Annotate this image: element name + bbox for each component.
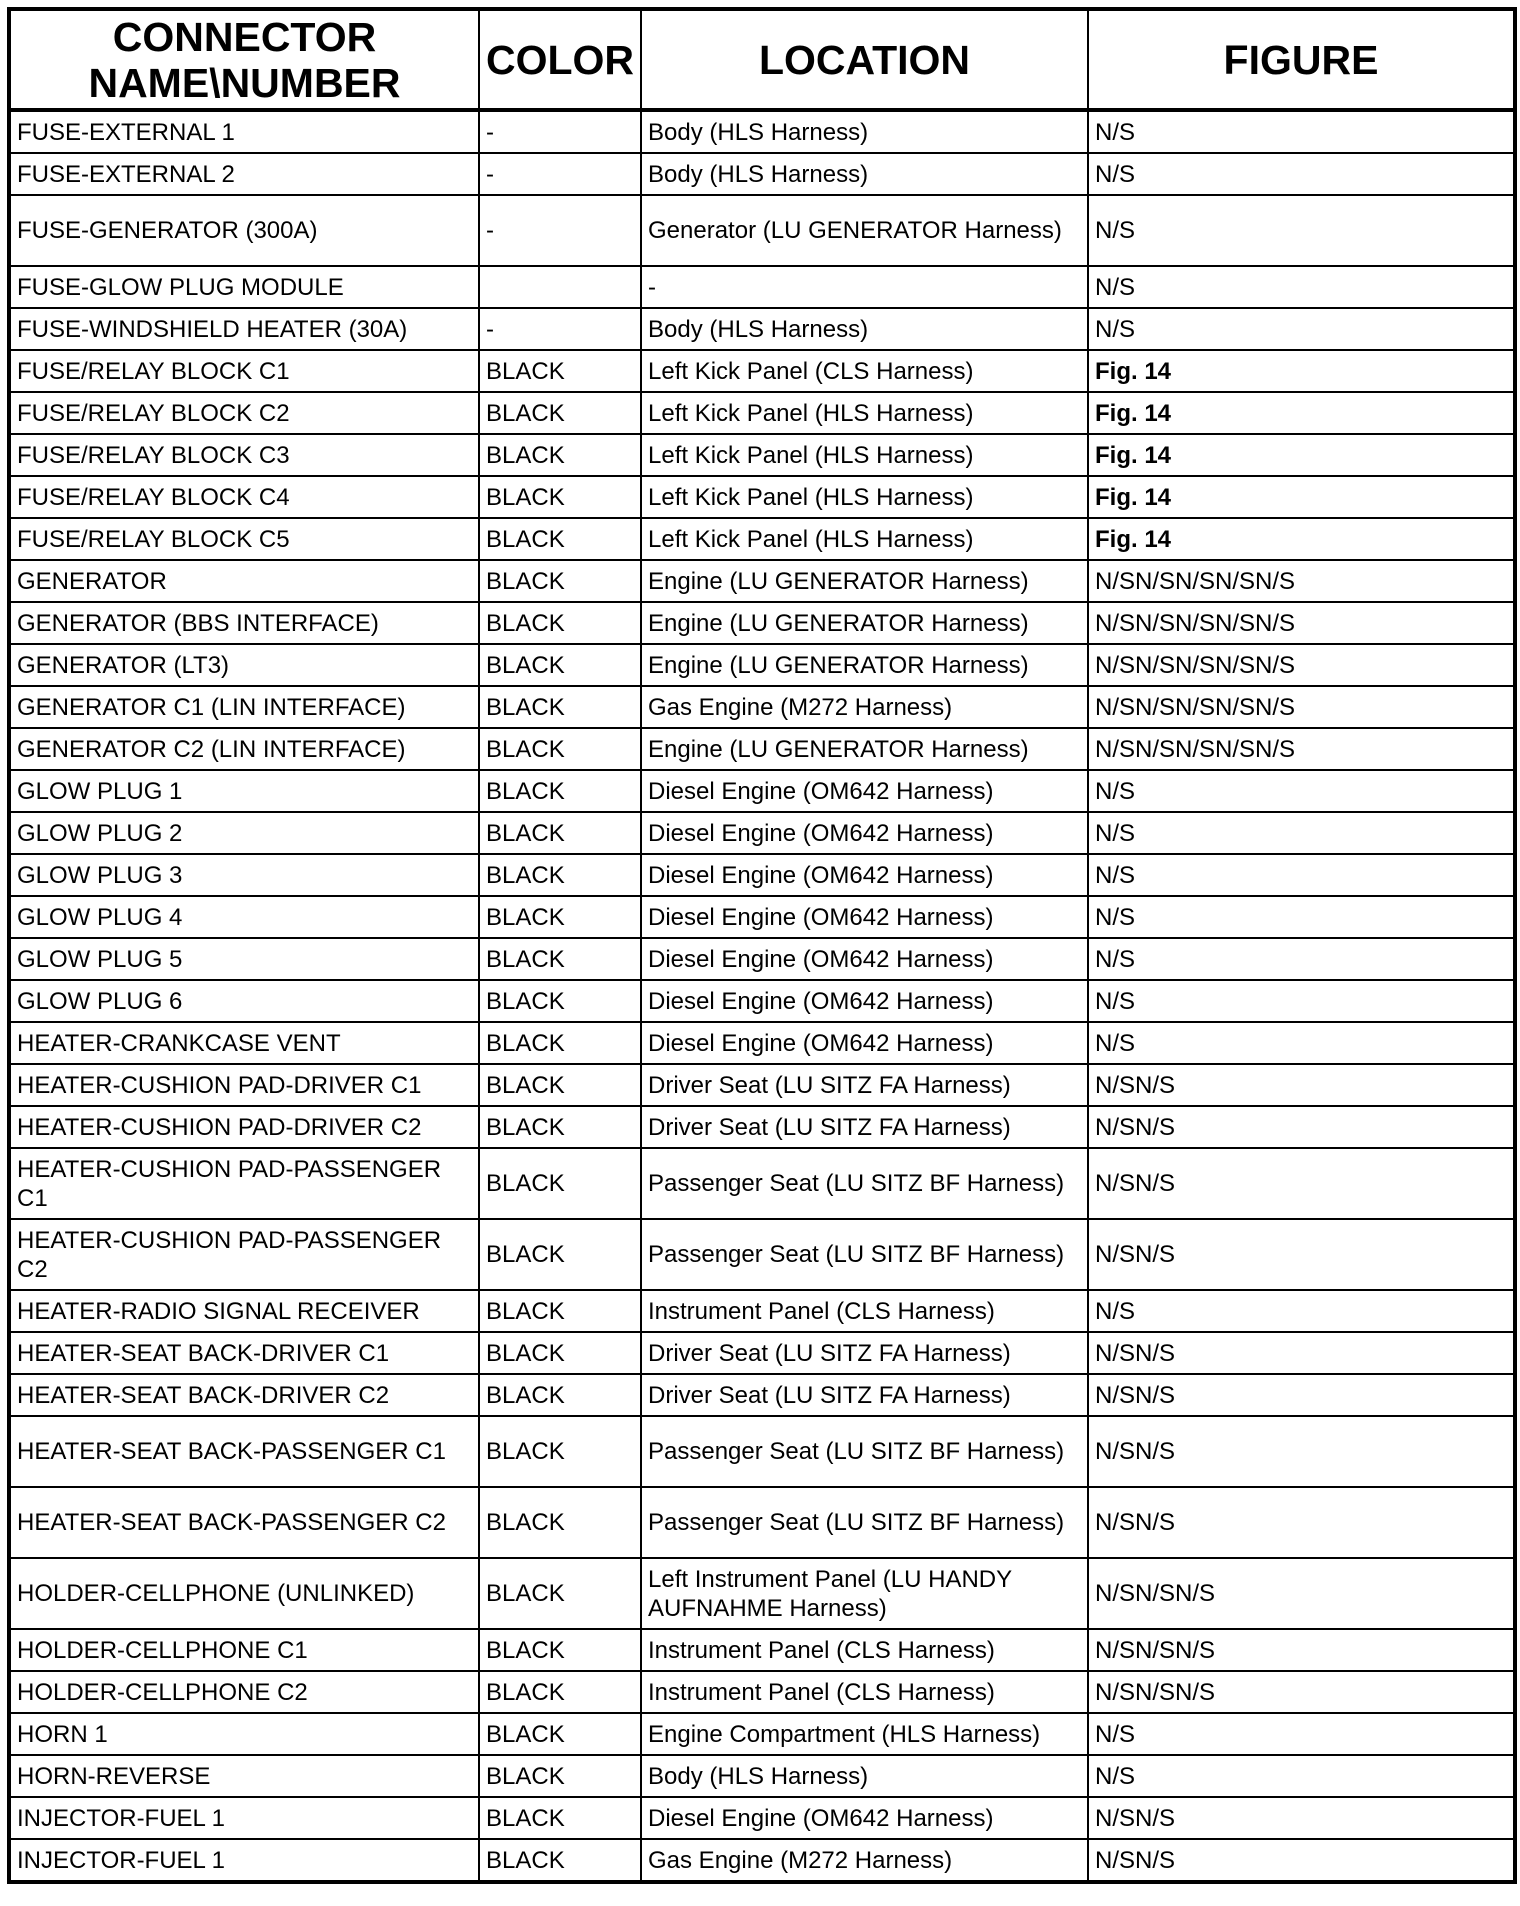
table-row [9, 770, 1515, 812]
color-cell: BLACK [479, 1487, 641, 1558]
connector-name-cell: HEATER-CUSHION PAD-PASSENGER C2 [9, 1219, 479, 1290]
figure-cell: Fig. 14 [1088, 350, 1515, 392]
color-cell: BLACK [479, 392, 641, 434]
table-row [9, 644, 1515, 686]
connector-name-cell: HOLDER-CELLPHONE C2 [9, 1671, 479, 1713]
header-row [9, 9, 1515, 110]
location-cell: Left Kick Panel (HLS Harness) [641, 392, 1088, 434]
figure-cell: N/S [1088, 195, 1515, 266]
color-cell: BLACK [479, 980, 641, 1022]
figure-cell: N/SN/S [1088, 1487, 1515, 1558]
table-row [9, 1106, 1515, 1148]
connector-name-cell: GENERATOR [9, 560, 479, 602]
figure-cell: Fig. 14 [1088, 392, 1515, 434]
table-body [9, 110, 1515, 1882]
color-cell: BLACK [479, 1558, 641, 1629]
color-cell: BLACK [479, 1290, 641, 1332]
color-cell: BLACK [479, 1148, 641, 1219]
table-row [9, 1374, 1515, 1416]
figure-cell: N/SN/SN/SN/SN/S [1088, 560, 1515, 602]
connector-name-cell: GLOW PLUG 6 [9, 980, 479, 1022]
color-cell: BLACK [479, 770, 641, 812]
table-row [9, 1064, 1515, 1106]
color-cell: BLACK [479, 854, 641, 896]
color-cell: BLACK [479, 602, 641, 644]
location-cell: Instrument Panel (CLS Harness) [641, 1290, 1088, 1332]
location-cell: Passenger Seat (LU SITZ BF Harness) [641, 1487, 1088, 1558]
connector-name-cell: FUSE-EXTERNAL 2 [9, 153, 479, 195]
color-cell: BLACK [479, 1839, 641, 1882]
header-connector-name [9, 9, 479, 110]
location-cell: Diesel Engine (OM642 Harness) [641, 1022, 1088, 1064]
location-cell: Body (HLS Harness) [641, 110, 1088, 153]
figure-cell: N/S [1088, 938, 1515, 980]
table-row [9, 1148, 1515, 1219]
connector-name-cell: FUSE/RELAY BLOCK C2 [9, 392, 479, 434]
connector-name-cell: HORN 1 [9, 1713, 479, 1755]
connector-name-cell: GLOW PLUG 3 [9, 854, 479, 896]
figure-cell: N/S [1088, 153, 1515, 195]
table-row [9, 728, 1515, 770]
location-cell: Left Kick Panel (HLS Harness) [641, 476, 1088, 518]
table-row [9, 476, 1515, 518]
table-row [9, 1558, 1515, 1629]
figure-cell: N/SN/S [1088, 1219, 1515, 1290]
figure-cell: N/SN/S [1088, 1106, 1515, 1148]
location-cell: Diesel Engine (OM642 Harness) [641, 896, 1088, 938]
table-row [9, 1022, 1515, 1064]
connector-table [7, 7, 1517, 1884]
color-cell: BLACK [479, 518, 641, 560]
table-row [9, 1332, 1515, 1374]
connector-name-cell: GENERATOR (BBS INTERFACE) [9, 602, 479, 644]
location-cell: Left Kick Panel (HLS Harness) [641, 518, 1088, 560]
table-row [9, 1219, 1515, 1290]
connector-name-cell: HEATER-CRANKCASE VENT [9, 1022, 479, 1064]
figure-cell: N/SN/S [1088, 1332, 1515, 1374]
location-cell: Diesel Engine (OM642 Harness) [641, 854, 1088, 896]
figure-cell: N/SN/S [1088, 1374, 1515, 1416]
location-cell: Driver Seat (LU SITZ FA Harness) [641, 1374, 1088, 1416]
color-cell: BLACK [479, 1755, 641, 1797]
color-cell: BLACK [479, 1332, 641, 1374]
connector-name-cell: HOLDER-CELLPHONE C1 [9, 1629, 479, 1671]
table-row [9, 1839, 1515, 1882]
color-cell: BLACK [479, 938, 641, 980]
location-cell: Body (HLS Harness) [641, 153, 1088, 195]
location-cell: Left Kick Panel (HLS Harness) [641, 434, 1088, 476]
connector-name-cell: INJECTOR-FUEL 1 [9, 1839, 479, 1882]
table-row [9, 153, 1515, 195]
location-cell: Driver Seat (LU SITZ FA Harness) [641, 1106, 1088, 1148]
figure-cell: N/S [1088, 854, 1515, 896]
connector-name-cell: GLOW PLUG 1 [9, 770, 479, 812]
color-cell [479, 266, 641, 308]
location-cell: Engine (LU GENERATOR Harness) [641, 644, 1088, 686]
figure-cell: N/S [1088, 896, 1515, 938]
connector-name-cell: FUSE-WINDSHIELD HEATER (30A) [9, 308, 479, 350]
figure-cell: N/S [1088, 1290, 1515, 1332]
color-cell: - [479, 153, 641, 195]
connector-name-cell: GENERATOR (LT3) [9, 644, 479, 686]
connector-name-cell: HOLDER-CELLPHONE (UNLINKED) [9, 1558, 479, 1629]
connector-name-cell: HEATER-RADIO SIGNAL RECEIVER [9, 1290, 479, 1332]
figure-cell: N/SN/S [1088, 1064, 1515, 1106]
table-row [9, 938, 1515, 980]
color-cell: BLACK [479, 644, 641, 686]
table-row [9, 896, 1515, 938]
connector-name-cell: HEATER-SEAT BACK-PASSENGER C1 [9, 1416, 479, 1487]
location-cell: - [641, 266, 1088, 308]
connector-name-cell: FUSE/RELAY BLOCK C5 [9, 518, 479, 560]
location-cell: Passenger Seat (LU SITZ BF Harness) [641, 1416, 1088, 1487]
color-cell: BLACK [479, 1629, 641, 1671]
connector-name-cell: INJECTOR-FUEL 1 [9, 1797, 479, 1839]
figure-cell: N/SN/SN/SN/SN/S [1088, 644, 1515, 686]
connector-name-cell: GENERATOR C2 (LIN INTERFACE) [9, 728, 479, 770]
location-cell: Gas Engine (M272 Harness) [641, 1839, 1088, 1882]
figure-cell: N/S [1088, 308, 1515, 350]
figure-cell: N/SN/SN/SN/SN/S [1088, 686, 1515, 728]
connector-name-cell: FUSE/RELAY BLOCK C1 [9, 350, 479, 392]
color-cell: - [479, 308, 641, 350]
color-cell: BLACK [479, 1416, 641, 1487]
color-cell: BLACK [479, 1374, 641, 1416]
connector-name-cell: HEATER-SEAT BACK-DRIVER C1 [9, 1332, 479, 1374]
color-cell: BLACK [479, 812, 641, 854]
location-cell: Left Instrument Panel (LU HANDY AUFNAHME Harness) [641, 1558, 1088, 1629]
color-cell: BLACK [479, 1671, 641, 1713]
table-row [9, 350, 1515, 392]
location-cell: Driver Seat (LU SITZ FA Harness) [641, 1332, 1088, 1374]
color-cell: BLACK [479, 1106, 641, 1148]
table-row [9, 434, 1515, 476]
location-cell: Driver Seat (LU SITZ FA Harness) [641, 1064, 1088, 1106]
location-cell: Instrument Panel (CLS Harness) [641, 1671, 1088, 1713]
figure-cell: N/S [1088, 1713, 1515, 1755]
connector-name-cell: GLOW PLUG 2 [9, 812, 479, 854]
figure-cell: N/S [1088, 110, 1515, 153]
connector-name-cell: HEATER-SEAT BACK-DRIVER C2 [9, 1374, 479, 1416]
color-cell: BLACK [479, 350, 641, 392]
table-row [9, 1487, 1515, 1558]
header-color: COLOR [479, 9, 641, 110]
connector-name-cell: HEATER-SEAT BACK-PASSENGER C2 [9, 1487, 479, 1558]
figure-cell: N/SN/S [1088, 1148, 1515, 1219]
figure-cell: Fig. 14 [1088, 434, 1515, 476]
location-cell: Diesel Engine (OM642 Harness) [641, 770, 1088, 812]
location-cell: Body (HLS Harness) [641, 1755, 1088, 1797]
connector-name-cell: HEATER-CUSHION PAD-DRIVER C2 [9, 1106, 479, 1148]
table-row [9, 110, 1515, 153]
connector-name-cell: FUSE-GENERATOR (300A) [9, 195, 479, 266]
table-row [9, 854, 1515, 896]
figure-cell: N/SN/S [1088, 1839, 1515, 1882]
location-cell: Diesel Engine (OM642 Harness) [641, 938, 1088, 980]
table-row [9, 602, 1515, 644]
color-cell: BLACK [479, 476, 641, 518]
location-cell: Engine (LU GENERATOR Harness) [641, 560, 1088, 602]
figure-cell: N/SN/SN/SN/SN/S [1088, 602, 1515, 644]
location-cell: Diesel Engine (OM642 Harness) [641, 812, 1088, 854]
table-row [9, 1290, 1515, 1332]
color-cell: BLACK [479, 1064, 641, 1106]
location-cell: Generator (LU GENERATOR Harness) [641, 195, 1088, 266]
color-cell: BLACK [479, 1713, 641, 1755]
table-row [9, 1671, 1515, 1713]
table-row [9, 1629, 1515, 1671]
table-row [9, 980, 1515, 1022]
location-cell: Engine (LU GENERATOR Harness) [641, 602, 1088, 644]
header-connector-line2: NAME\NUMBER [88, 59, 401, 106]
location-cell: Passenger Seat (LU SITZ BF Harness) [641, 1148, 1088, 1219]
connector-name-cell: FUSE-EXTERNAL 1 [9, 110, 479, 153]
figure-cell: N/SN/SN/S [1088, 1629, 1515, 1671]
connector-name-cell: FUSE/RELAY BLOCK C4 [9, 476, 479, 518]
location-cell: Instrument Panel (CLS Harness) [641, 1629, 1088, 1671]
color-cell: BLACK [479, 560, 641, 602]
color-cell: - [479, 110, 641, 153]
location-cell: Left Kick Panel (CLS Harness) [641, 350, 1088, 392]
location-cell: Diesel Engine (OM642 Harness) [641, 1797, 1088, 1839]
table-row [9, 308, 1515, 350]
figure-cell: N/S [1088, 812, 1515, 854]
color-cell: BLACK [479, 728, 641, 770]
connector-name-cell: GLOW PLUG 5 [9, 938, 479, 980]
color-cell: BLACK [479, 686, 641, 728]
table-row [9, 266, 1515, 308]
color-cell: BLACK [479, 1022, 641, 1064]
header-connector-line1: CONNECTOR [112, 13, 377, 60]
color-cell: BLACK [479, 1797, 641, 1839]
connector-table-page [7, 7, 1513, 1884]
connector-name-cell: HEATER-CUSHION PAD-PASSENGER C1 [9, 1148, 479, 1219]
figure-cell: N/SN/SN/S [1088, 1558, 1515, 1629]
figure-cell: N/S [1088, 266, 1515, 308]
table-row [9, 392, 1515, 434]
location-cell: Engine Compartment (HLS Harness) [641, 1713, 1088, 1755]
table-row [9, 686, 1515, 728]
header-figure: FIGURE [1088, 9, 1515, 110]
connector-name-cell: HORN-REVERSE [9, 1755, 479, 1797]
figure-cell: N/SN/SN/SN/SN/S [1088, 728, 1515, 770]
connector-name-cell: FUSE-GLOW PLUG MODULE [9, 266, 479, 308]
color-cell: BLACK [479, 896, 641, 938]
table-row [9, 518, 1515, 560]
color-cell: BLACK [479, 434, 641, 476]
connector-name-cell: GLOW PLUG 4 [9, 896, 479, 938]
color-cell: BLACK [479, 1219, 641, 1290]
connector-name-cell: GENERATOR C1 (LIN INTERFACE) [9, 686, 479, 728]
figure-cell: N/S [1088, 1022, 1515, 1064]
figure-cell: N/SN/S [1088, 1416, 1515, 1487]
location-cell: Engine (LU GENERATOR Harness) [641, 728, 1088, 770]
figure-cell: Fig. 14 [1088, 518, 1515, 560]
figure-cell: N/S [1088, 770, 1515, 812]
figure-cell: N/SN/S [1088, 1797, 1515, 1839]
figure-cell: N/S [1088, 1755, 1515, 1797]
table-row [9, 812, 1515, 854]
color-cell: - [479, 195, 641, 266]
figure-cell: N/SN/SN/S [1088, 1671, 1515, 1713]
table-row [9, 1713, 1515, 1755]
table-row [9, 195, 1515, 266]
location-cell: Body (HLS Harness) [641, 308, 1088, 350]
location-cell: Diesel Engine (OM642 Harness) [641, 980, 1088, 1022]
table-row [9, 1797, 1515, 1839]
figure-cell: N/S [1088, 980, 1515, 1022]
figure-cell: Fig. 14 [1088, 476, 1515, 518]
table-row [9, 1416, 1515, 1487]
location-cell: Gas Engine (M272 Harness) [641, 686, 1088, 728]
location-cell: Passenger Seat (LU SITZ BF Harness) [641, 1219, 1088, 1290]
table-row [9, 1755, 1515, 1797]
connector-name-cell: FUSE/RELAY BLOCK C3 [9, 434, 479, 476]
header-location: LOCATION [641, 9, 1088, 110]
connector-name-cell: HEATER-CUSHION PAD-DRIVER C1 [9, 1064, 479, 1106]
table-row [9, 560, 1515, 602]
